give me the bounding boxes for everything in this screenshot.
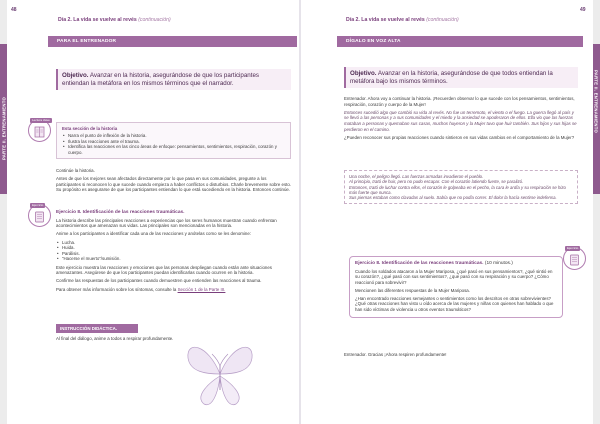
left-section-band: PARA EL ENTRENADOR	[48, 36, 297, 47]
note-list	[62, 133, 285, 155]
left-exercise-section	[56, 210, 292, 295]
right-objective-label: Objetivo.	[350, 70, 377, 77]
exercise-question-3: ¿Han encontrado reacciones semejantes o sentimientos como los descritos en otras sobrevivientes? ¿Qué otras reacciones han visto u oído acerca de las mujeres y niñas con quienes han hablado o que han sido víctimas de violencia u otros eventos traumáticos?	[355, 295, 554, 312]
story-read-box	[344, 170, 578, 204]
section-link[interactable]: Sección 1 de la Parte III.	[177, 286, 226, 292]
note-title: Esta sección de la historia	[62, 126, 118, 131]
right-objective-box	[344, 67, 578, 88]
exercise-icon-left	[28, 204, 51, 227]
right-header-title: Día 2. La vida se vuelve al revés	[346, 17, 425, 23]
exercise-question-1: Cuando los soldados atacaron a la Mujer Mariposa, ¿qué pasó en sus pensamientos?, ¿qué sintió en su corazón?, ¿qué pasó con sus sentimientos?, ¿qué pasó con su respiración y su cuerpo? ¿Cómo reaccionó para sobrevivir?	[355, 268, 553, 285]
right-page-edge	[593, 0, 600, 424]
note-item: • Identifica las reacciones en las cinco áreas de enfoque: pensamientos, sentimientos, respiración, corazón y cuerpo.	[62, 144, 285, 155]
exercise-icon-right	[563, 247, 586, 270]
exercise-after: Este ejercicio muestra las reacciones y emociones que las personas despliegan cuando están ante situaciones amenazantes. Asegúrese de que los participantes puedan identificarlas cuando ocurren en la historia.	[56, 264, 272, 276]
trainer-closing: Entrenador. Gracias ¡Ahora respiren profundamente!	[344, 352, 447, 357]
trainer-intro: Entrenador. Ahora voy a continuar la historia. ¡Recuerden observar lo que sucede con los pensamientos, sentimientos, respiración, corazón y cuerpo de la Mujer!	[344, 96, 575, 107]
reaction-item: • Parálisis.	[56, 251, 292, 257]
read-line-3: Entonces, trató de luchar contra ellos, el corazón le golpeaba en el pecho, la cara le ardía y su respiración se hizo más fuerte que nunca.	[349, 184, 566, 195]
reaction-item: • Lucha.	[56, 240, 292, 246]
right-side-tab-label: PARTE II. ENTRENAMIENTO	[593, 70, 599, 134]
right-page-header	[346, 17, 459, 23]
left-exercise-title: Ejercicio 8. Identificación de las reacciones traumáticas.	[56, 210, 185, 215]
read-line-2: Al principio, trató de huir, pero no pudo escapar. Con el corazón latiendo fuerte, se paralizó.	[349, 179, 524, 185]
left-page-number: 48	[11, 7, 17, 13]
question-1: ¿Pueden reconocer sus propias reacciones cuando sintieron en sus vidas cambios en el comportamiento de la Mujer?	[344, 134, 575, 140]
reaction-item: • Huida.	[56, 245, 292, 251]
left-header-title: Día 2. La vida se vuelve al revés	[58, 17, 137, 23]
left-objective-text: Avanzar en la historia, asegurándose de que los participantes entiendan la metáfora en los mismos términos que el narrador.	[62, 72, 259, 87]
exercise-duration: (10 minutos.)	[484, 261, 513, 266]
continue-text: Continúe la historia.	[56, 168, 95, 173]
book-icon	[34, 126, 45, 138]
left-page-edge	[0, 0, 7, 424]
reading-icon	[28, 119, 51, 142]
exercise-icon-label: Ejercicio	[32, 203, 44, 207]
read-line-1: Una noche, el peligro llegó. Las fuerzas armadas invadieron el pueblo.	[349, 174, 484, 179]
notebook-icon	[569, 254, 580, 266]
exercise-question-2: Mencionen las diferentes respuestas de la Mujer Mariposa.	[355, 287, 470, 293]
reading-icon-label: Lectura clave	[32, 118, 50, 122]
story-section-note	[56, 122, 291, 159]
read-line-4: Sus piernas estaban como clavadas al suelo. Sabía que no podía correr. El dolor la hacía sentirse indefensa.	[349, 195, 557, 201]
instruction-band: INSTRUCCIÓN DIDÁCTICA.	[56, 324, 138, 333]
exercise-prompt: Anime a los participantes a identificar cada una de las reacciones y anótelas como se les denomine:	[56, 231, 252, 237]
more-info-text: Para obtener más información sobre los síntomas, consulte la	[56, 286, 177, 292]
instruction-text: Al final del diálogo, anime a todos a respirar profundamente.	[56, 336, 174, 341]
butterfly-illustration	[180, 336, 260, 412]
note-item: • Narra el punto de inflexión de la historia.	[62, 133, 285, 139]
left-header-subtitle: (continuación)	[138, 17, 171, 23]
right-body-upper	[344, 96, 578, 143]
right-objective-text: Avanzar en la historia, asegurándose de que todos entiendan la metáfora bajo los mismos términos.	[350, 70, 553, 85]
left-page-header	[58, 17, 171, 23]
right-exercise-box	[349, 256, 563, 318]
reaction-list	[56, 240, 292, 262]
exercise-intro: La historia describe las principales reacciones a experiencias que los seres humanos muestran cuando enfrentan acontecimientos que amenazan sus vidas. Las principales son mencionadas en la historia.	[56, 217, 277, 229]
reaction-item: • “Hacerse el muerto”/sumisión.	[56, 256, 292, 262]
left-paragraph-1: Antes de que los mejores sean afectados directamente por lo que pasa en sus comunidades, pregunte a los participantes si reconocen lo que sucede cuando empieza a haber conflictos o disturbios. Charle brevemente sobre esto. Su propósito es asegurarse de que los participantes entiendan lo que está sucediendo en la historia. Entonces continúe.	[56, 176, 292, 193]
right-header-subtitle: (continuación)	[426, 17, 459, 23]
left-side-tab-label: PARTE II. ENTRENAMIENTO	[1, 96, 7, 160]
note-item: • Ilustra las reacciones ante el trauma.	[62, 139, 285, 145]
exercise-confirm: Confirme las respuestas de los participantes cuando demuestren que entienden las reacciones al trauma.	[56, 278, 262, 284]
left-objective-box	[56, 69, 291, 90]
right-page-number: 49	[580, 7, 586, 13]
notebook-icon	[34, 211, 45, 223]
left-objective-label: Objetivo.	[62, 72, 89, 79]
right-exercise-title: Ejercicio 8. Identificación de las reacciones traumáticas.	[355, 261, 484, 266]
right-section-band: DÍGALO EN VOZ ALTA	[337, 36, 583, 47]
left-body-intro	[56, 168, 292, 196]
more-info-line	[56, 287, 292, 293]
spread-gutter	[299, 0, 301, 424]
exercise-icon-label: Ejercicio	[567, 246, 579, 250]
story-paragraph-1: Entonces sucedió algo que cambió su vida al revés. No fue un terremoto, el viento o el fuego. La guerra llegó al país y se llevó a las personas y a sus comunidades y el miedo y la ansiedad se apoderaron de ellos. Ella vio que las fuerzas mataban a personas y quemaban sus casas, muchos huyeron y la Mujer tuvo que huir también. Sus hijos y sus hijas se perdieron en el camino.	[344, 109, 577, 132]
